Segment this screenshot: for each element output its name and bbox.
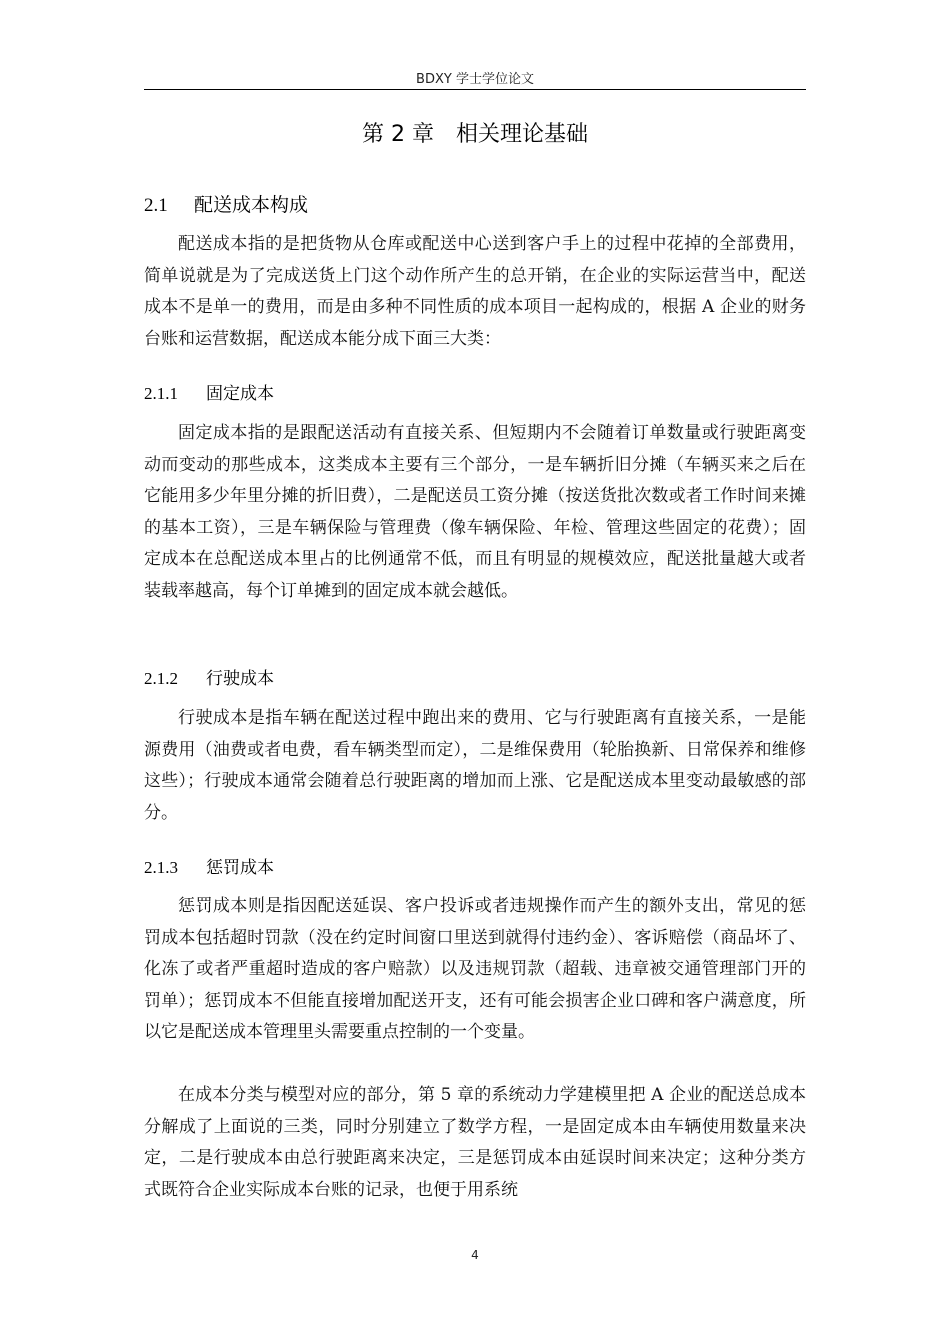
section-title: 配送成本构成 (194, 194, 309, 216)
section-title: 行驶成本 (206, 669, 274, 689)
paragraph-2-1-1: 固定成本指的是跟配送活动有直接关系、但短期内不会随着订单数量或行驶距离变动而变动的那些成本，这类成本主要有三个部分，一是车辆折旧分摊（车辆买来之后在它能用多少年里分摊的折旧费），二是配送员工资分摊（按送货批次数或者工作时间来摊的基本工资），三是车辆保险与管理费（像车辆保险、年检、管理这些固定的花费）；固定成本在总配送成本里占的比例通常不低，而且有明显的规模效应，配送批量越大或者装载率越高，每个订单摊到的固定成本就会越低。 (144, 423, 806, 601)
page-number: 4 (471, 1248, 479, 1262)
section-number: 2.1.3 (144, 858, 178, 877)
section-title: 惩罚成本 (206, 858, 274, 878)
section-heading-2-1 (144, 190, 308, 217)
section-number: 2.1.1 (144, 384, 178, 403)
paragraph-2-1-3-a: 惩罚成本则是指因配送延误、客户投诉或者违规操作而产生的额外支出，常见的惩罚成本包括超时罚款（没在约定时间窗口里送到就得付违约金）、客诉赔偿（商品坏了、化冻了或者严重超时造成的客户赔款）以及违规罚款（超载、违章被交通管理部门开的罚单）；惩罚成本不但能直接增加配送开支，还有可能会损害企业口碑和客户满意度，所以它是配送成本管理里头需要重点控制的一个变量。 (144, 896, 806, 1042)
running-header: BDXY 学士学位论文 (416, 72, 534, 87)
header-rule (144, 89, 806, 90)
paragraph-2-1-2: 行驶成本是指车辆在配送过程中跑出来的费用、它与行驶距离有直接关系，一是能源费用（油费或者电费，看车辆类型而定），二是维保费用（轮胎换新、日常保养和维修这些）；行驶成本通常会随着总行驶距离的增加而上涨、它是配送成本里变动最敏感的部分。 (144, 708, 806, 823)
section-title: 固定成本 (206, 384, 274, 404)
section-heading-2-1-3 (144, 853, 274, 878)
chapter-title: 第 2 章 相关理论基础 (362, 122, 588, 147)
section-heading-2-1-2 (144, 664, 274, 689)
section-number: 2.1.2 (144, 669, 178, 688)
paragraph-2-1: 配送成本指的是把货物从仓库或配送中心送到客户手上的过程中花掉的全部费用，简单说就是为了完成送货上门这个动作所产生的总开销，在企业的实际运营当中，配送成本不是单一的费用，而是由多种不同性质的成本项目一起构成的，根据 A 企业的财务台账和运营数据，配送成本能分成下面三大类： (144, 234, 806, 349)
section-number: 2.1 (144, 195, 168, 216)
paragraph-2-1-3-b: 在成本分类与模型对应的部分，第 5 章的系统动力学建模里把 A 企业的配送总成本分解成了上面说的三类，同时分别建立了数学方程，一是固定成本由车辆使用数量来决定，二是行驶成本由总行驶距离来决定，三是惩罚成本由延误时间来决定；这种分类方式既符合企业实际成本台账的记录，也便于用系统 (144, 1085, 806, 1200)
section-heading-2-1-1 (144, 379, 274, 404)
